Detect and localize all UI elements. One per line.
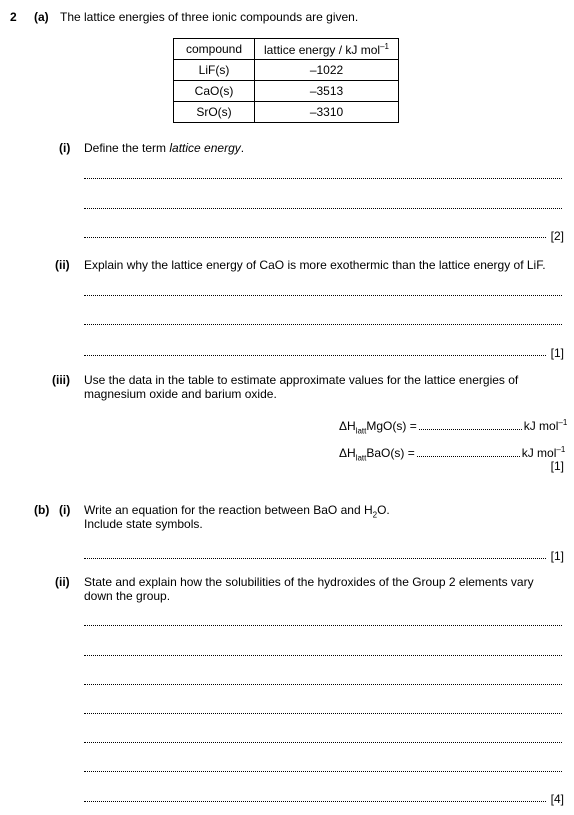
answer-line[interactable] — [84, 623, 562, 626]
question-number: 2 — [10, 10, 17, 24]
part-a-label: (a) — [34, 10, 49, 24]
part-b-label: (b) — [34, 503, 50, 517]
lattice-energy-table — [173, 38, 399, 123]
part-a-intro: The lattice energies of three ionic compounds are given. — [60, 10, 359, 24]
part-b-i-prompt-line1: Write an equation for the reaction between BaO and $H_2O$. — [84, 503, 390, 520]
table-cell-energy: –3310 — [255, 102, 399, 123]
part-a-iii-prompt-line2: magnesium oxide and barium oxide. — [84, 387, 277, 401]
answer-line[interactable] — [84, 176, 562, 179]
answer-line[interactable] — [84, 353, 546, 356]
mark-allocation: [4] — [550, 792, 564, 806]
answer-line[interactable] — [84, 556, 546, 559]
table-cell-compound: LiF(s) — [174, 60, 255, 81]
mark-allocation: [1] — [550, 346, 564, 360]
part-b-ii-prompt-line1: State and explain how the solubilities of the hydroxides of the Group 2 elements vary — [84, 575, 534, 589]
table-cell-energy: –3513 — [255, 81, 399, 102]
table-cell-compound: CaO(s) — [174, 81, 255, 102]
table-row — [174, 102, 399, 123]
part-b-ii-prompt-line2: down the group. — [84, 589, 171, 603]
bao-answer-field[interactable] — [417, 446, 520, 457]
table-row — [174, 81, 399, 102]
mark-allocation: [2] — [550, 229, 564, 243]
answer-line[interactable] — [84, 711, 562, 714]
table-header-row — [174, 39, 399, 60]
bao-answer-row: $\Delta H_{latt}BaO(s)$ = kJ mol$^{-1}$ — [339, 445, 566, 463]
part-a-ii-prompt: Explain why the lattice energy of CaO is more exothermic than the lattice energy of LiF. — [84, 258, 546, 272]
part-a-iii-label: (iii) — [52, 373, 70, 387]
answer-line[interactable] — [84, 769, 562, 772]
answer-line[interactable] — [84, 293, 562, 296]
answer-line[interactable] — [84, 653, 562, 656]
answer-line[interactable] — [84, 740, 562, 743]
table-cell-compound: SrO(s) — [174, 102, 255, 123]
part-b-i-prompt-line2: Include state symbols. — [84, 517, 203, 531]
answer-line[interactable] — [84, 682, 562, 685]
table-row — [174, 60, 399, 81]
table-cell-energy: –1022 — [255, 60, 399, 81]
table-header-compound: compound — [174, 39, 255, 60]
part-a-ii-label: (ii) — [55, 258, 70, 272]
table-header-energy: lattice energy / kJ mol$^{-1}$ — [255, 39, 399, 60]
mgo-answer-row: $\Delta H_{latt}MgO(s)$ = kJ mol$^{-1}$ — [339, 418, 568, 436]
answer-line[interactable] — [84, 235, 546, 238]
mark-allocation: [1] — [550, 549, 564, 563]
answer-line[interactable] — [84, 206, 562, 209]
answer-line[interactable] — [84, 799, 546, 802]
mgo-answer-field[interactable] — [419, 419, 522, 430]
part-a-iii-prompt-line1: Use the data in the table to estimate approximate values for the lattice energies of — [84, 373, 519, 387]
part-b-i-label: (i) — [59, 503, 71, 517]
answer-line[interactable] — [84, 322, 562, 325]
part-b-ii-label: (ii) — [55, 575, 70, 589]
part-a-i-prompt: Define the term lattice energy. — [84, 141, 245, 155]
mark-allocation: [1] — [550, 459, 564, 473]
part-a-i-label: (i) — [59, 141, 71, 155]
